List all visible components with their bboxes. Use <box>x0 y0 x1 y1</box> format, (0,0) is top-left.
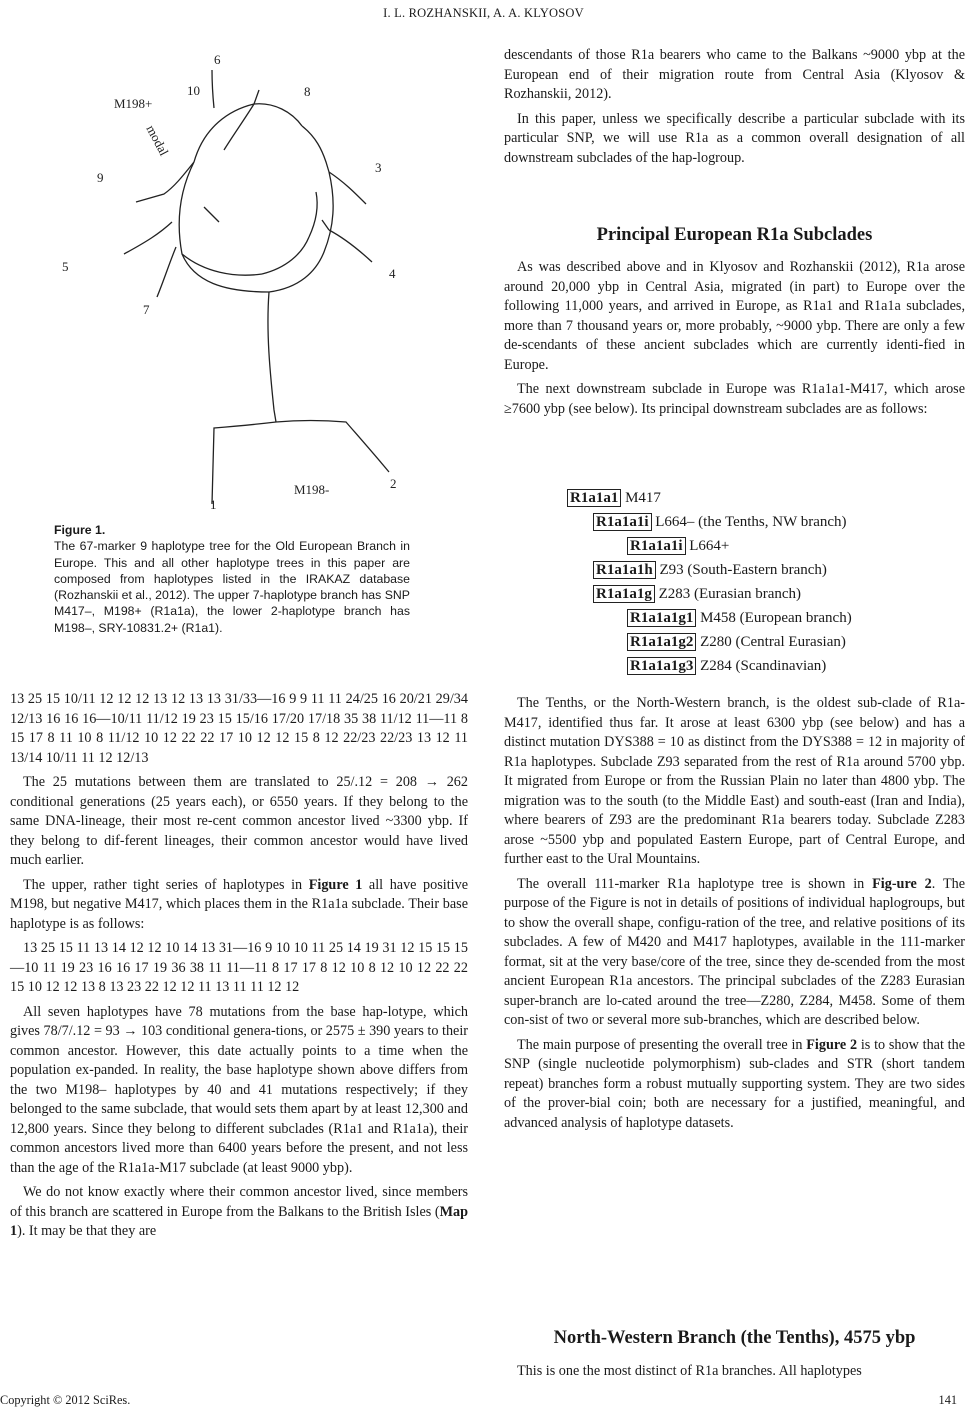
inner-arc-3 <box>262 237 309 274</box>
paragraph-tenths: The Tenths, or the North-Western branch, is the oldest sub-clade of R1a-M417, identified thus far. It arose at least 6300 ybp (see below) and has a distinct mutation DYS388 = 10 as distinct from the DYS388 = 12 in majority of R1a haplotypes. Subclade Z93 separated from the rest of R1a around 5700 ybp. It migrated from Europe or from the Russian Plain no later than 4800 ybp. The migration was to the south (to the Middle East) and south-east (Iran and India), where bearers of Z93 are the predominant R1a bearers today. Subclade Z283 arose ~5500 ybp and populated Eastern Europe, part of Central Europe, and further east to the Ural Mountains. <box>504 695 965 867</box>
node-label-7: 7 <box>143 302 150 317</box>
subclade-row: R1a1a1h Z93 (South-Eastern branch) <box>593 558 927 582</box>
right-column-mid <box>504 258 965 424</box>
node-label-9: 9 <box>97 170 104 185</box>
inner-twig-2 <box>322 220 329 230</box>
section-heading-principal-wrap <box>504 225 965 246</box>
modal-label: modal <box>143 122 172 159</box>
node-label-10: 10 <box>187 83 200 98</box>
branch-1 <box>212 422 276 504</box>
figure-caption-title: Figure 1. <box>54 523 106 537</box>
node-label-1: 1 <box>210 497 217 512</box>
branch-10 <box>212 70 214 108</box>
branch-8 <box>302 126 329 172</box>
branch-2 <box>276 421 389 473</box>
node-label-3: 3 <box>375 160 382 175</box>
paragraph-seven-haplotypes: All seven haplotypes have 78 mutations from the base hap-lotype, which gives 78/7/.12 = 93 → 103 conditional genera-tions, or 2575 ± 390 years to their common ancestor. However, this date actually points to a time when the population ex-panded. In reality, the base haplotype shown above differs from the two M198– haplotypes by 40 and 41 mutations respectively; if they belonged to the same subclade, that would sets them apart by at least 12,300 and 12,800 years. Since they belong to different subclades (R1a1 and R1a1a), their common ancestors lived more than 6400 years before the present, and not less than the age of the R1a1a-M17 subclade (at least 9000 ybp). <box>10 1003 468 1176</box>
node-label-6: 6 <box>214 52 221 67</box>
subclade-row: R1a1a1i L664– (the Tenths, NW branch) <box>593 510 927 534</box>
subclade-row: R1a1a1g Z283 (Eurasian branch) <box>593 582 927 606</box>
branch-7 <box>157 247 176 297</box>
paragraph-most-distinct: This is one the most distinct of R1a branches. All haplotypes <box>517 1363 862 1379</box>
inner-twig <box>204 207 219 222</box>
node-label-2: 2 <box>390 476 397 491</box>
paragraph-descendants: descendants of those R1a bearers who came to the Balkans ~9000 ybp at the European end of their migration route from Central Asia (Klyosov & Rozhanskii, 2012). <box>504 47 965 102</box>
node-label-8: 8 <box>304 84 311 99</box>
branch-4 <box>329 230 372 262</box>
paragraph-mutations: The 25 mutations between them are translated to 25/.12 = 208 → 262 conditional generations (25 years each), or 6550 years. If they belong to the same DNA-lineage, their most re-cent common ancestor lived ~3300 ybp. If they belong to dif-ferent lineages, their common ancestor would have lived much earlier. <box>10 774 468 868</box>
subclade-row: R1a1a1i L664+ <box>627 534 927 558</box>
paragraph-designation: In this paper, unless we specifically describe a particular subclade with its particular SNP, we will use R1a as a common overall designation of all downstream subclades of the hap-logroup. <box>504 110 965 166</box>
paragraph-common-ancestor: We do not know exactly where their common ancestor lived, since members of this branch are scattered in Europe from the Balkans to the British Isles (Map 1). It may be that they are <box>10 1184 468 1239</box>
haplotype-sequence-2: 13 25 15 11 13 14 12 12 10 14 13 31—16 9 10 10 11 25 14 19 31 12 15 15 15—10 11 19 23 16 16 17 19 36 38 11 11—11 8 17 17 8 12 10 8 12 10 12 22 22 15 10 12 12 13 8 13 23 22 12 12 11 13 11 11 12 12 <box>10 940 468 995</box>
footer-copyright: Copyright © 2012 SciRes. <box>0 1393 131 1407</box>
subclade-list <box>567 486 927 678</box>
subclade-row: R1a1a1g3 Z284 (Scandinavian) <box>627 654 927 678</box>
figure-caption-text: The 67-marker 9 haplotype tree for the Old European Branch in Europe. This and all other haplotype trees in this paper are composed from haplotypes listed in the IRAKAZ database (Rozhanskii et al., 2012). The upper 7-haplotype branch has SNP M417–, M198+ (R1a1a), the lower 2-haplotype branch has M198–, SRY-10831.2+ (R1a1). <box>54 539 410 635</box>
branch-6 <box>254 90 259 104</box>
haplotype-tree-figure <box>54 42 414 512</box>
left-column <box>10 690 468 1247</box>
right-column-bottom <box>504 1362 965 1387</box>
figure-2-reference-2[interactable]: Figure 2 <box>806 1036 858 1053</box>
branch-5 <box>124 222 172 254</box>
haplotype-tree-svg <box>54 42 414 512</box>
paragraph-upper-series: The upper, rather tight series of haplotypes in Figure 1 all have positive M198, but negative M417, which places them in the R1a1a subclade. Their base haplotype is as follows: <box>10 876 468 932</box>
figure-caption <box>54 522 410 636</box>
paragraph-main-purpose: The main purpose of presenting the overall tree in Figure 2 is to show that the SNP (single nucleotide polymorphism) sub-clades and STR (short tandem repeat) branches form a robust mutually supporting system. They are two sides of the prover-bial coin; both are necessary for a justified, meaningful, and advanced analysis of haplotype datasets. <box>504 1036 966 1131</box>
branch-label-m198-positive: M198+ <box>114 96 153 111</box>
footer-page-number: 141 <box>938 1393 957 1407</box>
node-label-4: 4 <box>389 266 396 281</box>
section-heading-nw-wrap <box>504 1328 965 1349</box>
subclade-row: R1a1a1 M417 <box>567 486 927 510</box>
subclade-row: R1a1a1g1 M458 (European branch) <box>627 606 927 630</box>
inner-left-arc <box>179 162 269 292</box>
right-column-lower <box>504 694 965 1138</box>
section-heading-principal-subclades: Principal European R1a Subclades <box>596 225 873 245</box>
subclade-row: R1a1a1g2 Z280 (Central Eurasian) <box>627 630 927 654</box>
branch-3 <box>329 172 366 204</box>
running-head: I. L. ROZHANSKII, A. A. KLYOSOV <box>383 6 584 20</box>
figure-2-reference[interactable]: Fig-ure 2 <box>872 875 932 892</box>
haplotype-sequence-1: 13 25 15 10/11 12 12 12 13 12 13 13 31/33—16 9 9 11 11 24/25 16 20/21 29/34 12/13 16 16 16—10/11 11/12 19 23 15 15/16 17/20 17/18 35 38 11/12 11—11 8 15 17 8 11 10 8 11/12 10 12 22 22 17 10 12 12 15 8 12 22/23 22/23 13 12 11 13/14 10/11 11 12 12/13 <box>10 691 468 766</box>
modal-stem <box>224 104 254 150</box>
map-1-reference[interactable]: Map 1 <box>10 1203 468 1239</box>
right-column-top <box>504 46 965 173</box>
tree-trunk <box>268 292 276 422</box>
paragraph-m417: The next downstream subclade in Europe was R1a1a1-M417, which arose ≥7600 ybp (see below). Its principal downstream subclades are as follows: <box>504 381 965 417</box>
branch-label-m198-negative: M198- <box>294 482 330 497</box>
figure-1-reference[interactable]: Figure 1 <box>308 876 363 893</box>
paragraph-overall-tree: The overall 111-marker R1a haplotype tree is shown in Fig-ure 2. The purpose of the Figure is not in details of positions of individual haplogroups, but to show the overall shape, configu-ration of the tree, and relative positions of its subclades. A few of M420 and M417 haplotypes, available in the 111-marker format, sit at the very base/core of the tree, since they de-scended from the most ancient European R1a ancestors. The principal subclades of the Z283 Eurasian super-branch are lo-cated around the tree—Z280, Z284, M458. Some of them con-sist of two or several more sub-branches, which are described below. <box>504 875 965 1028</box>
node-label-5: 5 <box>62 259 69 274</box>
paragraph-r1a-arose: As was described above and in Klyosov and Rozhanskii (2012), R1a arose around 20,000 ybp in Central Asia, migrated (in part) to Europe over the following 11,000 years, and arrived in Europe, as R1a1 and R1a1a subclades, more than 7 thousand years or, more probably, ~9000 ybp. There are only a few de-scendants of these ancient subclades which are currently identi-fied in Europe. <box>504 259 965 373</box>
section-heading-north-western-branch: North-Western Branch (the Tenths), 4575 ybp <box>553 1328 916 1348</box>
inner-arc-4 <box>309 192 317 237</box>
inner-right-arc <box>269 172 333 292</box>
